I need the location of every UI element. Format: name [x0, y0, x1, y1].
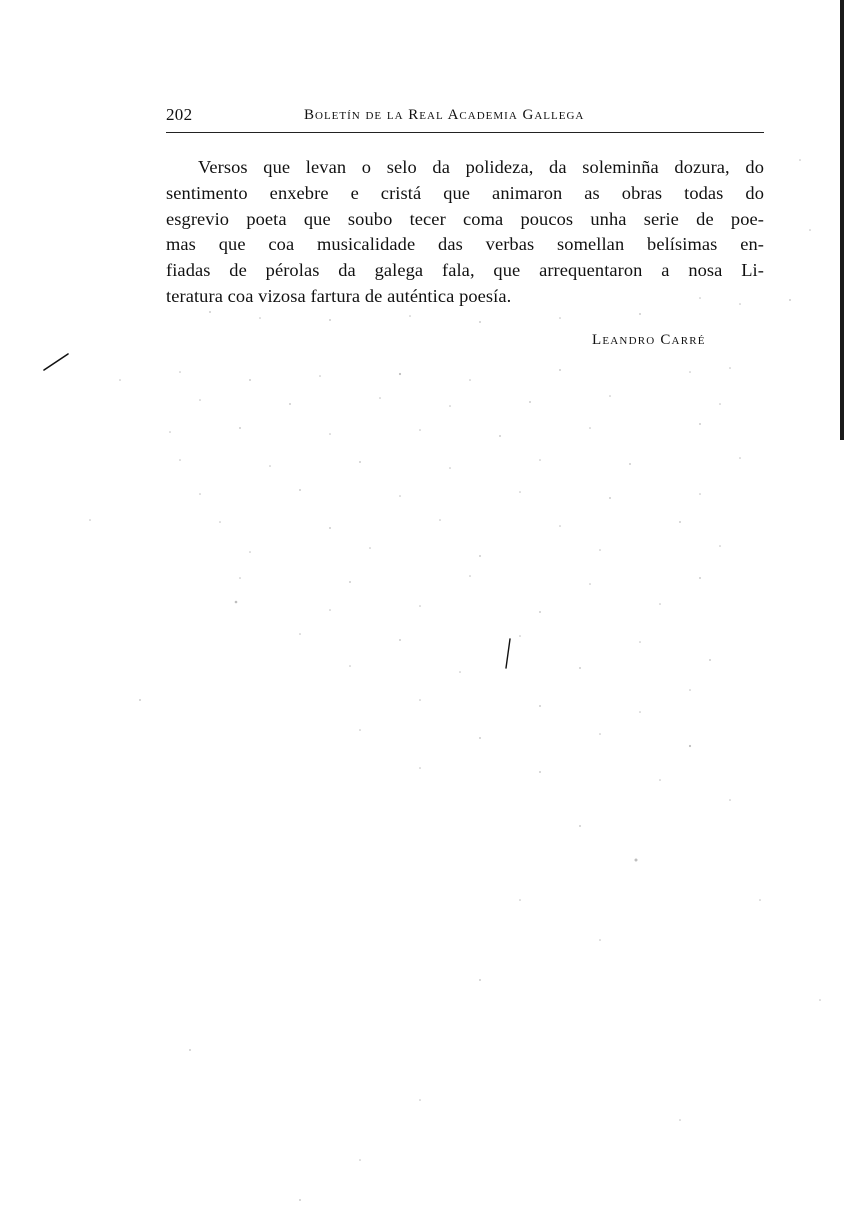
running-head: Boletín de la Real Academia Gallega — [304, 107, 585, 123]
text-line: Versos que levan o selo da polideza, da soleminña dozura, do — [198, 157, 764, 177]
text-line: fiadas de pérolas da galega fala, que arrequentaron a nosa Li- — [166, 260, 764, 281]
text-line: mas que coa musicalidade das verbas somellan belísimas en- — [166, 234, 764, 255]
scan-edge-shadow — [840, 0, 844, 440]
header-rule — [166, 132, 764, 133]
text-line: esgrevio poeta que soubo tecer coma poucos unha serie de poe- — [166, 208, 764, 229]
text-line: sentimento enxebre e cristá que animaron as obras todas do — [166, 182, 764, 203]
pen-stroke-mark — [40, 350, 74, 374]
page-number: 202 — [166, 105, 193, 124]
author-signature: Leandro Carré — [592, 332, 706, 348]
text-line: teratura coa vizosa fartura de auténtica poesía. — [166, 285, 512, 306]
body-paragraph — [166, 155, 764, 310]
pen-stroke-mark — [500, 636, 516, 672]
